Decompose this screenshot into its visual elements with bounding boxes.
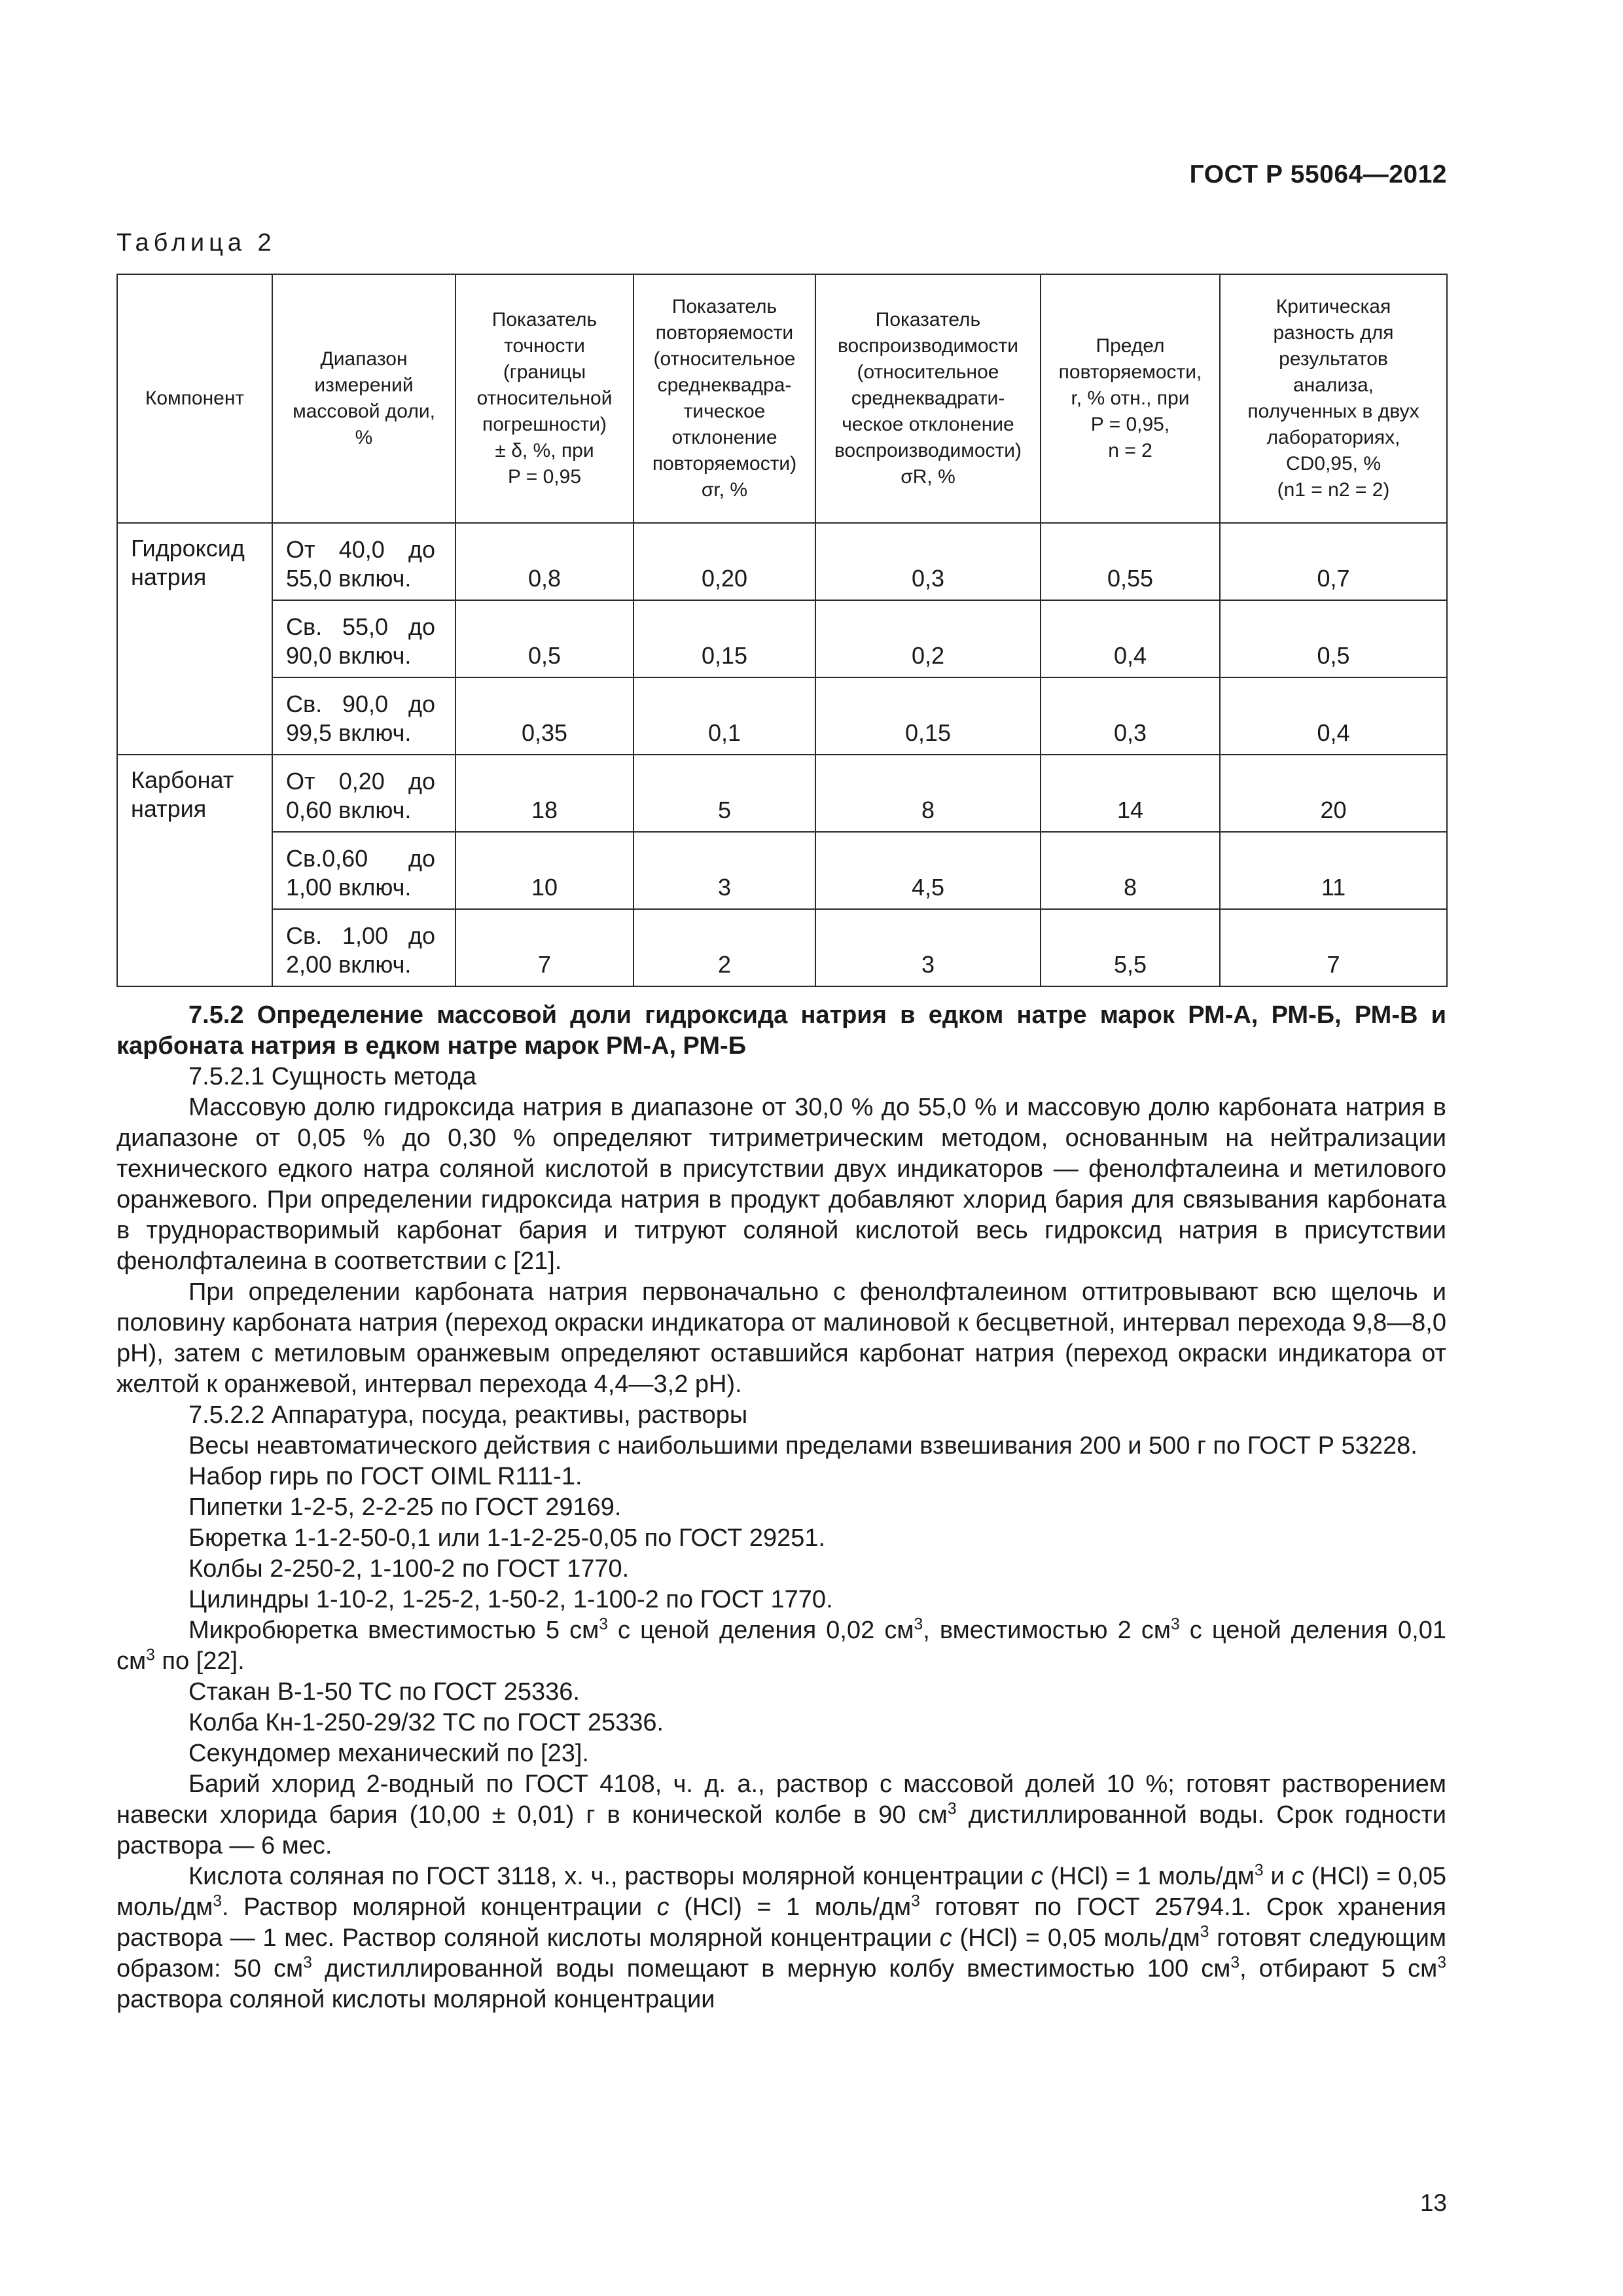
col-repeatability: Показатель повторяемости (относительное среднеквадра- тическое отклонение повторяемости) σr, % [633,274,815,523]
value-cell: 0,35 [455,677,633,755]
col-reproducibility: Показатель воспроизводимости (относительное среднеквадрати- ческое отклонение воспроизводимости) σR, % [815,274,1041,523]
table-caption: Таблица 2 [116,229,276,257]
subsection-title: 7.5.2.2 Аппаратура, посуда, реактивы, растворы [188,1401,748,1429]
col-repeatability-limit: Предел повторяемости, r, % отн., при P = 0,95, n = 2 [1041,274,1220,523]
section-heading: 7.5.2 Определение массовой доли гидроксида натрия в едком натре марок РМ-А, РМ-Б, РМ-В и карбоната натрия в едком натре марок РМ-А, РМ-Б [116,1001,1446,1060]
body-text [116,1000,1446,2015]
paragraph: Массовую долю гидроксида натрия в диапазоне от 30,0 % до 55,0 % и массовую долю карбоната натрия в диапазоне от 0,05 % до 0,30 % определяют титриметрическим методом, основанным на нейтрализации технического едкого натра соляной кислотой в присутствии двух индикаторов — фенолфталеина и метилового оранжевого. При определении гидроксида натрия в продукт добавляют хлорид бария для связывания карбоната в труднорастворимый карбонат бария и титруют соляной кислотой весь гидроксид натрия в присутствии фенолфталеина в соответствии с [21]. [116,1094,1446,1275]
col-component: Компонент [117,274,272,523]
col-range: Диапазон измерений массовой доли, % [272,274,455,523]
value-cell: 0,20 [633,523,815,600]
equipment-item: Секундомер механический по [23]. [188,1740,589,1767]
range-cell: Св. 1,00 до 2,00 включ. [272,909,455,986]
value-cell: 7 [1220,909,1447,986]
range-cell: Св.0,60 до 1,00 включ. [272,832,455,909]
paragraph: При определении карбоната натрия первоначально с фенолфталеином оттитровывают всю щелочь и половину карбоната натрия (переход окраски индикатора от малиновой к бесцветной, интервал перехода 9,8—8,0 pH), затем с метиловым оранжевым определяют оставшийся карбонат натрия (переход окраски индикатора от желтой к оранжевой, интервал перехода 4,4—3,2 pH). [116,1278,1446,1398]
range-cell: Св. 90,0 до 99,5 включ. [272,677,455,755]
value-cell: 5,5 [1041,909,1220,986]
table-row [117,832,1447,909]
range-cell: От 40,0 до 55,0 включ. [272,523,455,600]
value-cell: 0,15 [633,600,815,677]
value-cell: 11 [1220,832,1447,909]
value-cell: 14 [1041,755,1220,832]
value-cell: 0,2 [815,600,1041,677]
value-cell: 4,5 [815,832,1041,909]
value-cell: 0,8 [455,523,633,600]
col-critical-difference: Критическая разность для результатов анализа, полученных в двух лабораториях, CD0,95, % (n1 = n2 = 2) [1220,274,1447,523]
value-cell: 10 [455,832,633,909]
value-cell: 0,4 [1041,600,1220,677]
component-cell: Карбонат натрия [117,755,272,986]
value-cell: 3 [633,832,815,909]
value-cell: 20 [1220,755,1447,832]
value-cell: 7 [455,909,633,986]
value-cell: 0,55 [1041,523,1220,600]
subsection-title: 7.5.2.1 Сущность метода [188,1063,476,1090]
table-row [117,600,1447,677]
col-accuracy: Показатель точности (границы относительной погрешности) ± δ, %, при P = 0,95 [455,274,633,523]
equipment-item: Микробюретка вместимостью 5 $см^3$ с ценой деления 0,02 $см^3$, вместимостью 2 $см^3$ с ценой деления 0,01 $см^3$ по [22]. [116,1615,1446,1675]
equipment-item: Колба Кн-1-250-29/32 ТС по ГОСТ 25336. [188,1709,664,1736]
value-cell: 0,3 [815,523,1041,600]
component-cell: Гидроксид натрия [117,523,272,755]
value-cell: 0,3 [1041,677,1220,755]
precision-table [116,274,1448,987]
value-cell: 0,5 [1220,600,1447,677]
page-number: 13 [1419,2189,1447,2216]
equipment-item: Цилиндры 1-10-2, 1-25-2, 1-50-2, 1-100-2 по ГОСТ 1770. [188,1586,833,1613]
reagent-item: Барий хлорид 2-водный по ГОСТ 4108, ч. д. а., раствор с массовой долей 10 %; готовят растворением навески хлорида бария (10,00 ± 0,01) г в конической колбе в 90 $см^3$ дистиллированной воды. Срок годности раствора — 6 мес. [116,1770,1446,1859]
equipment-item: Набор гирь по ГОСТ OIML R111-1. [188,1463,582,1490]
table-row [117,523,1447,600]
equipment-item: Стакан В-1-50 ТС по ГОСТ 25336. [188,1678,580,1706]
range-cell: От 0,20 до 0,60 включ. [272,755,455,832]
equipment-item: Бюретка 1-1-2-50-0,1 или 1-1-2-25-0,05 по ГОСТ 29251. [188,1524,826,1552]
reagent-item: Кислота соляная по ГОСТ 3118, х. ч., растворы молярной концентрации c (HCl) = 1 моль/$дм^3$ и c (HCl) = 0,05 моль/$дм^3$. Раствор молярной концентрации c (HCl) = 1 моль/$дм^3$ готовят по ГОСТ 25794.1. Срок хранения раствора — 1 мес. Раствор соляной кислоты молярной концентрации c (HCl) = 0,05 моль/$дм^3$ готовят следующим образом: 50 $см^3$ дистиллированной воды помещают в мерную колбу вместимостью 100 $см^3$, отбирают 5 $см^3$ раствора соляной кислоты молярной концентрации [116,1861,1446,2013]
value-cell: 8 [1041,832,1220,909]
value-cell: 3 [815,909,1041,986]
table-header-row [117,274,1447,523]
table-row [117,677,1447,755]
value-cell: 5 [633,755,815,832]
value-cell: 2 [633,909,815,986]
value-cell: 0,5 [455,600,633,677]
table-row [117,909,1447,986]
value-cell: 18 [455,755,633,832]
value-cell: 8 [815,755,1041,832]
equipment-item: Пипетки 1-2-5, 2-2-25 по ГОСТ 29169. [188,1494,622,1521]
standard-header: ГОСТ Р 55064—2012 [1189,160,1447,188]
equipment-item: Весы неавтоматического действия с наибольшими пределами взвешивания 200 и 500 г по ГОСТ Р 53228. [188,1432,1418,1460]
range-cell: Св. 55,0 до 90,0 включ. [272,600,455,677]
value-cell: 0,15 [815,677,1041,755]
table-row [117,755,1447,832]
value-cell: 0,1 [633,677,815,755]
equipment-item: Колбы 2-250-2, 1-100-2 по ГОСТ 1770. [188,1555,630,1583]
value-cell: 0,4 [1220,677,1447,755]
value-cell: 0,7 [1220,523,1447,600]
